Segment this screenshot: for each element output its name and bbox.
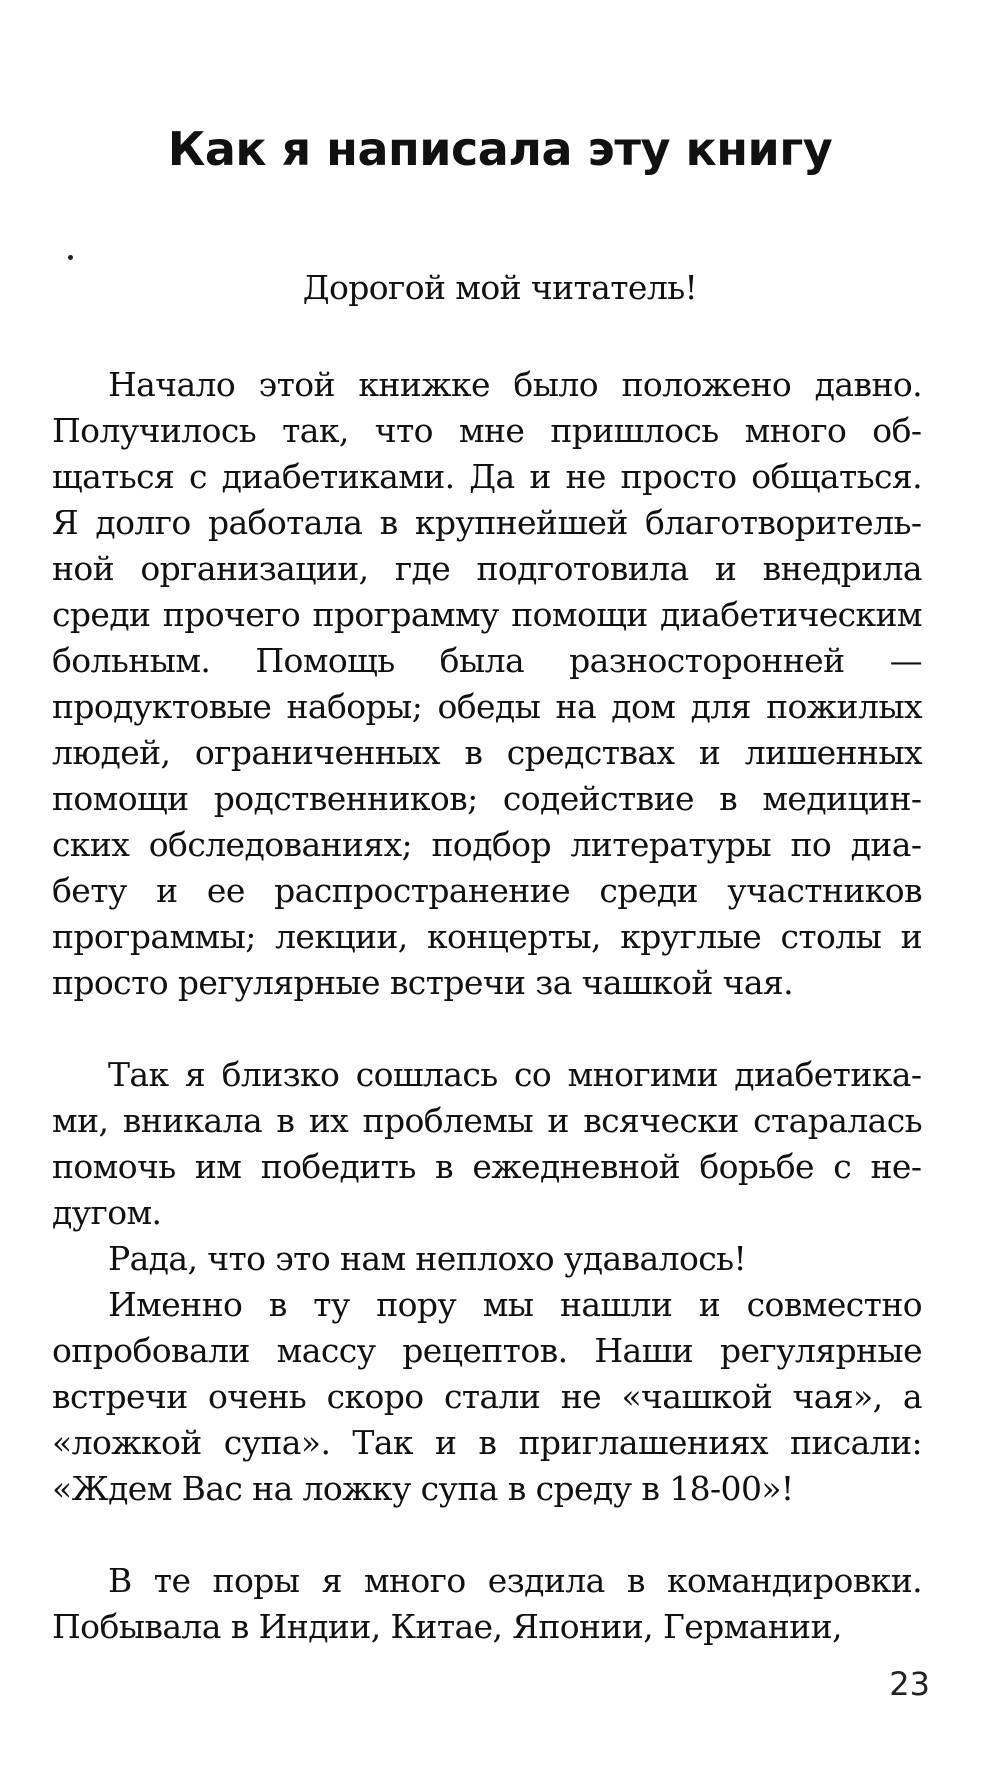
print-speck [68,255,73,260]
paragraph: Именно в ту пору мы нашли и совместно опробовали массу рецептов. Наши регулярные встречи очень скоро стали не «чашкой чая», а «ложкой супа». Так и в приглашениях писали: «Ждем Вас на ложку супа в среду в 18-00»! [52,1285,922,1508]
paragraph: В те поры я много ездила в командировки. Побывала в Индии, Китае, Японии, Германии, [52,1561,922,1646]
paragraph: Рада, что это нам неплохо удавалось! [108,1239,747,1278]
salutation: Дорогой мой читатель! [302,268,698,307]
chapter-title: Как я написала эту книгу [167,122,833,176]
text-block-2 [52,1052,922,1512]
paragraph: Начало этой книжке было положено давно. Получилось так, что мне пришлось много общаться с диабетиками. Да и не просто общаться. Я долго работала в крупнейшей благотворительной организации, где подготовила и внедрила среди прочего программу помощи диабетическим больным. Помощь была разносторонней — продуктовые наборы; обеды на дом для пожилых людей, ограниченных в средствах и лишенных помощи родственников; содействие в медицинских обследованиях; подбор литературы по диабету и ее распространение среди участников программы; лекции, концерты, круглые столы и просто регулярные встречи за чашкой чая. [52,365,922,1002]
text-block-3 [52,1558,922,1650]
paragraph: Так я близко сошлась со многими диабетиками, вникала в их проблемы и всячески старалась помочь им победить в ежедневной борьбе с недугом. [52,1055,922,1232]
page-number: 23 [889,1665,930,1703]
text-block-1 [52,362,922,1006]
